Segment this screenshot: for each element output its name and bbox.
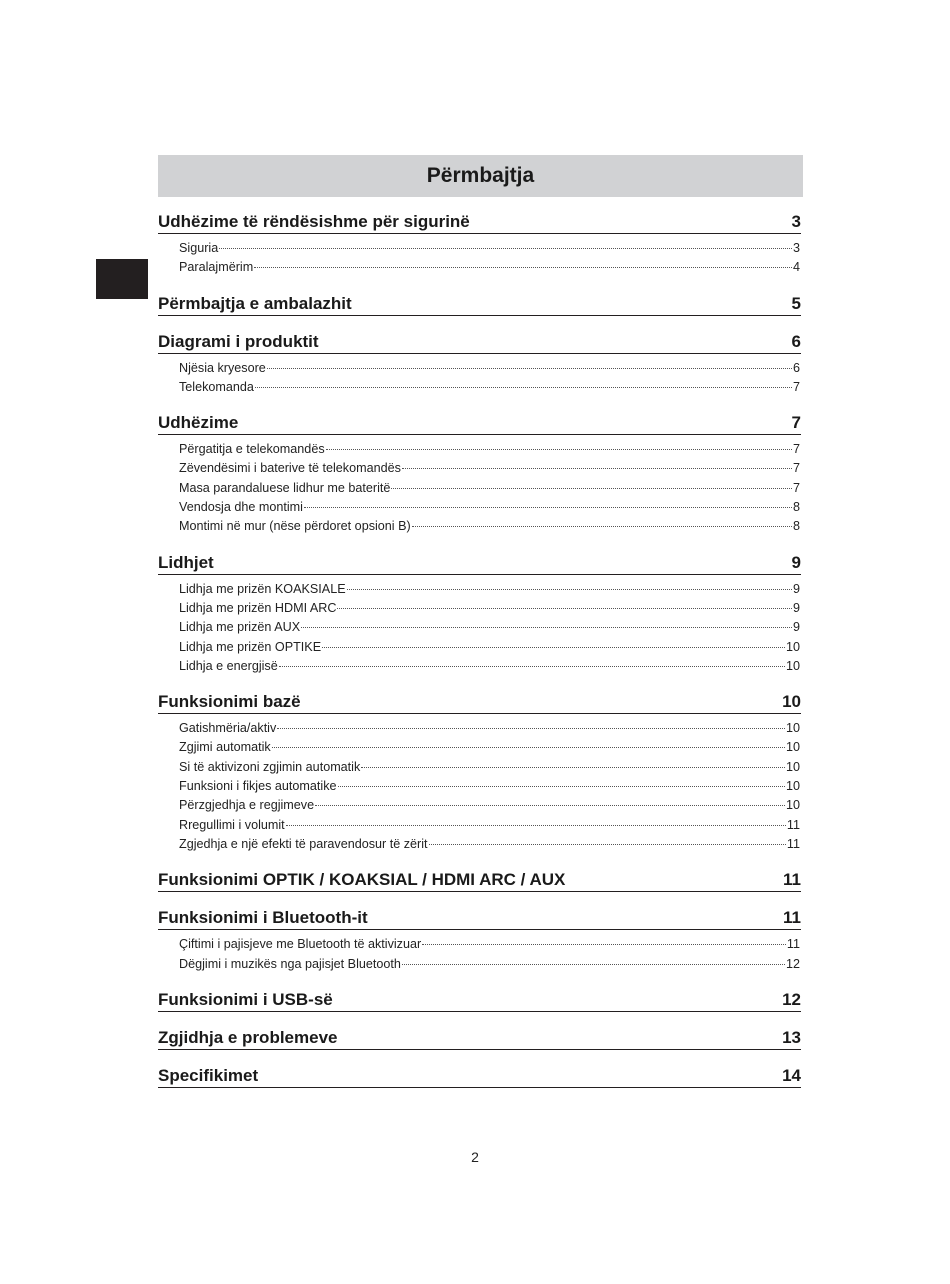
toc-section (158, 328, 801, 398)
toc-section (158, 290, 801, 316)
entry-title: Përzgjedhja e regjimeve (179, 798, 315, 813)
entry-title: Lidhja me prizën HDMI ARC (179, 600, 337, 615)
dot-leader (402, 468, 792, 469)
toc-section (158, 688, 801, 854)
dot-leader (347, 589, 792, 590)
toc-entries (158, 930, 801, 974)
dot-leader (326, 449, 792, 450)
section-page-number: 11 (783, 908, 801, 928)
entry-title: Lidhja me prizën OPTIKE (179, 639, 322, 654)
section-title: Specifikimet (158, 1065, 259, 1085)
entry-page-number: 11 (786, 937, 800, 952)
dot-leader (322, 647, 785, 648)
toc-section (158, 1024, 801, 1050)
toc-entry[interactable] (179, 777, 800, 796)
toc-section-heading[interactable] (158, 208, 801, 234)
dot-leader (219, 248, 792, 249)
section-title: Zgjidhja e problemeve (158, 1027, 338, 1047)
toc-entry[interactable] (179, 638, 800, 657)
section-title: Udhëzime të rëndësishme për sigurinë (158, 212, 470, 231)
entry-title: Masa parandaluese lidhur me bateritë (179, 480, 391, 495)
section-title: Përmbajtja e ambalazhit (158, 293, 352, 313)
toc-section-heading[interactable] (158, 986, 801, 1012)
section-page-number: 14 (782, 1065, 801, 1085)
entry-page-number: 9 (792, 581, 800, 596)
entry-title: Siguria (179, 241, 219, 255)
entry-title: Lidhja me prizën KOAKSIALE (179, 581, 346, 596)
toc-section-heading[interactable] (158, 904, 801, 930)
toc-entries (158, 234, 801, 278)
section-title: Funksionimi bazë (158, 692, 301, 712)
toc-entry[interactable] (179, 479, 800, 498)
entry-page-number: 10 (785, 798, 800, 813)
dot-leader (361, 767, 785, 768)
toc-section (158, 409, 801, 536)
entry-title: Zgjedhja e një efekti të paravendosur të zërit (179, 836, 428, 851)
toc-section (158, 1062, 801, 1088)
entry-page-number: 10 (785, 759, 800, 774)
entry-title: Paralajmërim (179, 260, 254, 275)
toc-entry[interactable] (179, 758, 800, 777)
section-title: Diagrami i produktit (158, 331, 319, 351)
entry-page-number: 8 (792, 519, 800, 534)
entry-page-number: 7 (792, 461, 800, 476)
entry-page-number: 11 (786, 836, 800, 851)
toc-entry[interactable] (179, 599, 800, 618)
entry-title: Zgjimi automatik (179, 740, 271, 755)
toc-entry[interactable] (179, 719, 800, 738)
entry-page-number: 10 (785, 779, 800, 794)
entry-title: Gatishmëria/aktiv (179, 721, 277, 736)
toc-entry[interactable] (179, 955, 800, 974)
entry-title: Rregullimi i volumit (179, 817, 285, 832)
toc-section-heading[interactable] (158, 1062, 801, 1088)
dot-leader (255, 387, 792, 388)
entry-page-number: 3 (792, 241, 800, 255)
toc-section (158, 986, 801, 1012)
dot-leader (422, 944, 786, 945)
entry-page-number: 9 (792, 600, 800, 615)
toc-entry[interactable] (179, 935, 800, 954)
table-of-contents (158, 208, 801, 1100)
entry-title: Funksioni i fikjes automatike (179, 779, 337, 794)
toc-section-heading[interactable] (158, 866, 801, 892)
section-title: Funksionimi i USB-së (158, 989, 333, 1009)
toc-entry[interactable] (179, 517, 800, 536)
toc-section (158, 866, 801, 892)
section-title: Funksionimi i Bluetooth-it (158, 908, 368, 928)
toc-entry[interactable] (179, 440, 800, 459)
toc-entry[interactable] (179, 738, 800, 757)
dot-leader (338, 786, 785, 787)
toc-section (158, 549, 801, 676)
toc-section-heading[interactable] (158, 290, 801, 316)
entry-title: Njësia kryesore (179, 360, 266, 375)
dot-leader (286, 825, 786, 826)
entry-title: Si të aktivizoni zgjimin automatik (179, 759, 361, 774)
toc-entry[interactable] (179, 378, 800, 397)
page-title: Përmbajtja (426, 164, 535, 187)
entry-title: Montimi në mur (nëse përdoret opsioni B) (179, 519, 411, 534)
section-title: Lidhjet (158, 552, 214, 572)
toc-entry[interactable] (179, 835, 800, 854)
toc-section-heading[interactable] (158, 409, 801, 435)
section-page-number: 12 (782, 989, 801, 1009)
toc-entries (158, 575, 801, 676)
section-title: Udhëzime (158, 413, 239, 433)
dot-leader (279, 666, 785, 667)
entry-title: Çiftimi i pajisjeve me Bluetooth të aktivizuar (179, 937, 422, 952)
section-page-number: 13 (782, 1027, 801, 1047)
toc-entry[interactable] (179, 796, 800, 815)
dot-leader (267, 368, 792, 369)
toc-section-heading[interactable] (158, 1024, 801, 1050)
toc-section-heading[interactable] (158, 328, 801, 354)
section-page-number: 11 (783, 870, 801, 890)
entry-title: Lidhja e energjisë (179, 658, 278, 673)
entry-page-number: 9 (792, 620, 800, 635)
toc-entry[interactable] (179, 459, 800, 478)
toc-section (158, 904, 801, 974)
toc-entry[interactable] (179, 657, 800, 676)
entry-title: Telekomanda (179, 379, 254, 394)
toc-entry[interactable] (179, 816, 800, 835)
entry-title: Lidhja me prizën AUX (179, 620, 301, 635)
entry-title: Përgatitja e telekomandës (179, 442, 325, 457)
dot-leader (337, 608, 792, 609)
toc-entry[interactable] (179, 239, 800, 258)
toc-entry[interactable] (179, 258, 800, 277)
section-page-number: 5 (791, 293, 801, 313)
toc-section-heading[interactable] (158, 688, 801, 714)
entry-title: Dëgjimi i muzikës nga pajisjet Bluetooth (179, 956, 401, 971)
section-page-number: 7 (791, 413, 801, 433)
entry-page-number: 8 (792, 500, 800, 515)
section-page-number: 10 (782, 692, 801, 712)
entry-page-number: 10 (785, 658, 800, 673)
entry-page-number: 7 (792, 442, 800, 457)
entry-page-number: 10 (785, 721, 800, 736)
toc-entry[interactable] (179, 618, 800, 637)
toc-entry[interactable] (179, 580, 800, 599)
dot-leader (429, 844, 786, 845)
section-title: Funksionimi OPTIK / KOAKSIAL / HDMI ARC / AUX (158, 870, 566, 890)
language-tab-marker (96, 259, 148, 299)
entry-page-number: 10 (785, 740, 800, 755)
dot-leader (315, 805, 785, 806)
entry-page-number: 7 (792, 379, 800, 394)
toc-entries (158, 354, 801, 398)
toc-entry[interactable] (179, 359, 800, 378)
toc-section-heading[interactable] (158, 549, 801, 575)
entry-page-number: 7 (792, 480, 800, 495)
section-page-number: 9 (791, 552, 801, 572)
dot-leader (304, 507, 792, 508)
dot-leader (391, 488, 792, 489)
section-page-number: 3 (791, 212, 801, 231)
dot-leader (254, 267, 792, 268)
dot-leader (412, 526, 792, 527)
page-number: 2 (471, 1149, 479, 1165)
entry-title: Zëvendësimi i baterive të telekomandës (179, 461, 401, 476)
toc-entry[interactable] (179, 498, 800, 517)
entry-page-number: 12 (785, 956, 800, 971)
toc-entries (158, 435, 801, 536)
dot-leader (301, 627, 792, 628)
title-band (158, 155, 803, 197)
entry-title: Vendosja dhe montimi (179, 500, 303, 515)
dot-leader (277, 728, 785, 729)
dot-leader (272, 747, 785, 748)
entry-page-number: 10 (785, 639, 800, 654)
section-page-number: 6 (791, 331, 801, 351)
entry-page-number: 4 (792, 260, 800, 275)
entry-page-number: 11 (786, 817, 800, 832)
toc-section (158, 208, 801, 278)
toc-entries (158, 714, 801, 854)
dot-leader (402, 964, 785, 965)
entry-page-number: 6 (792, 360, 800, 375)
